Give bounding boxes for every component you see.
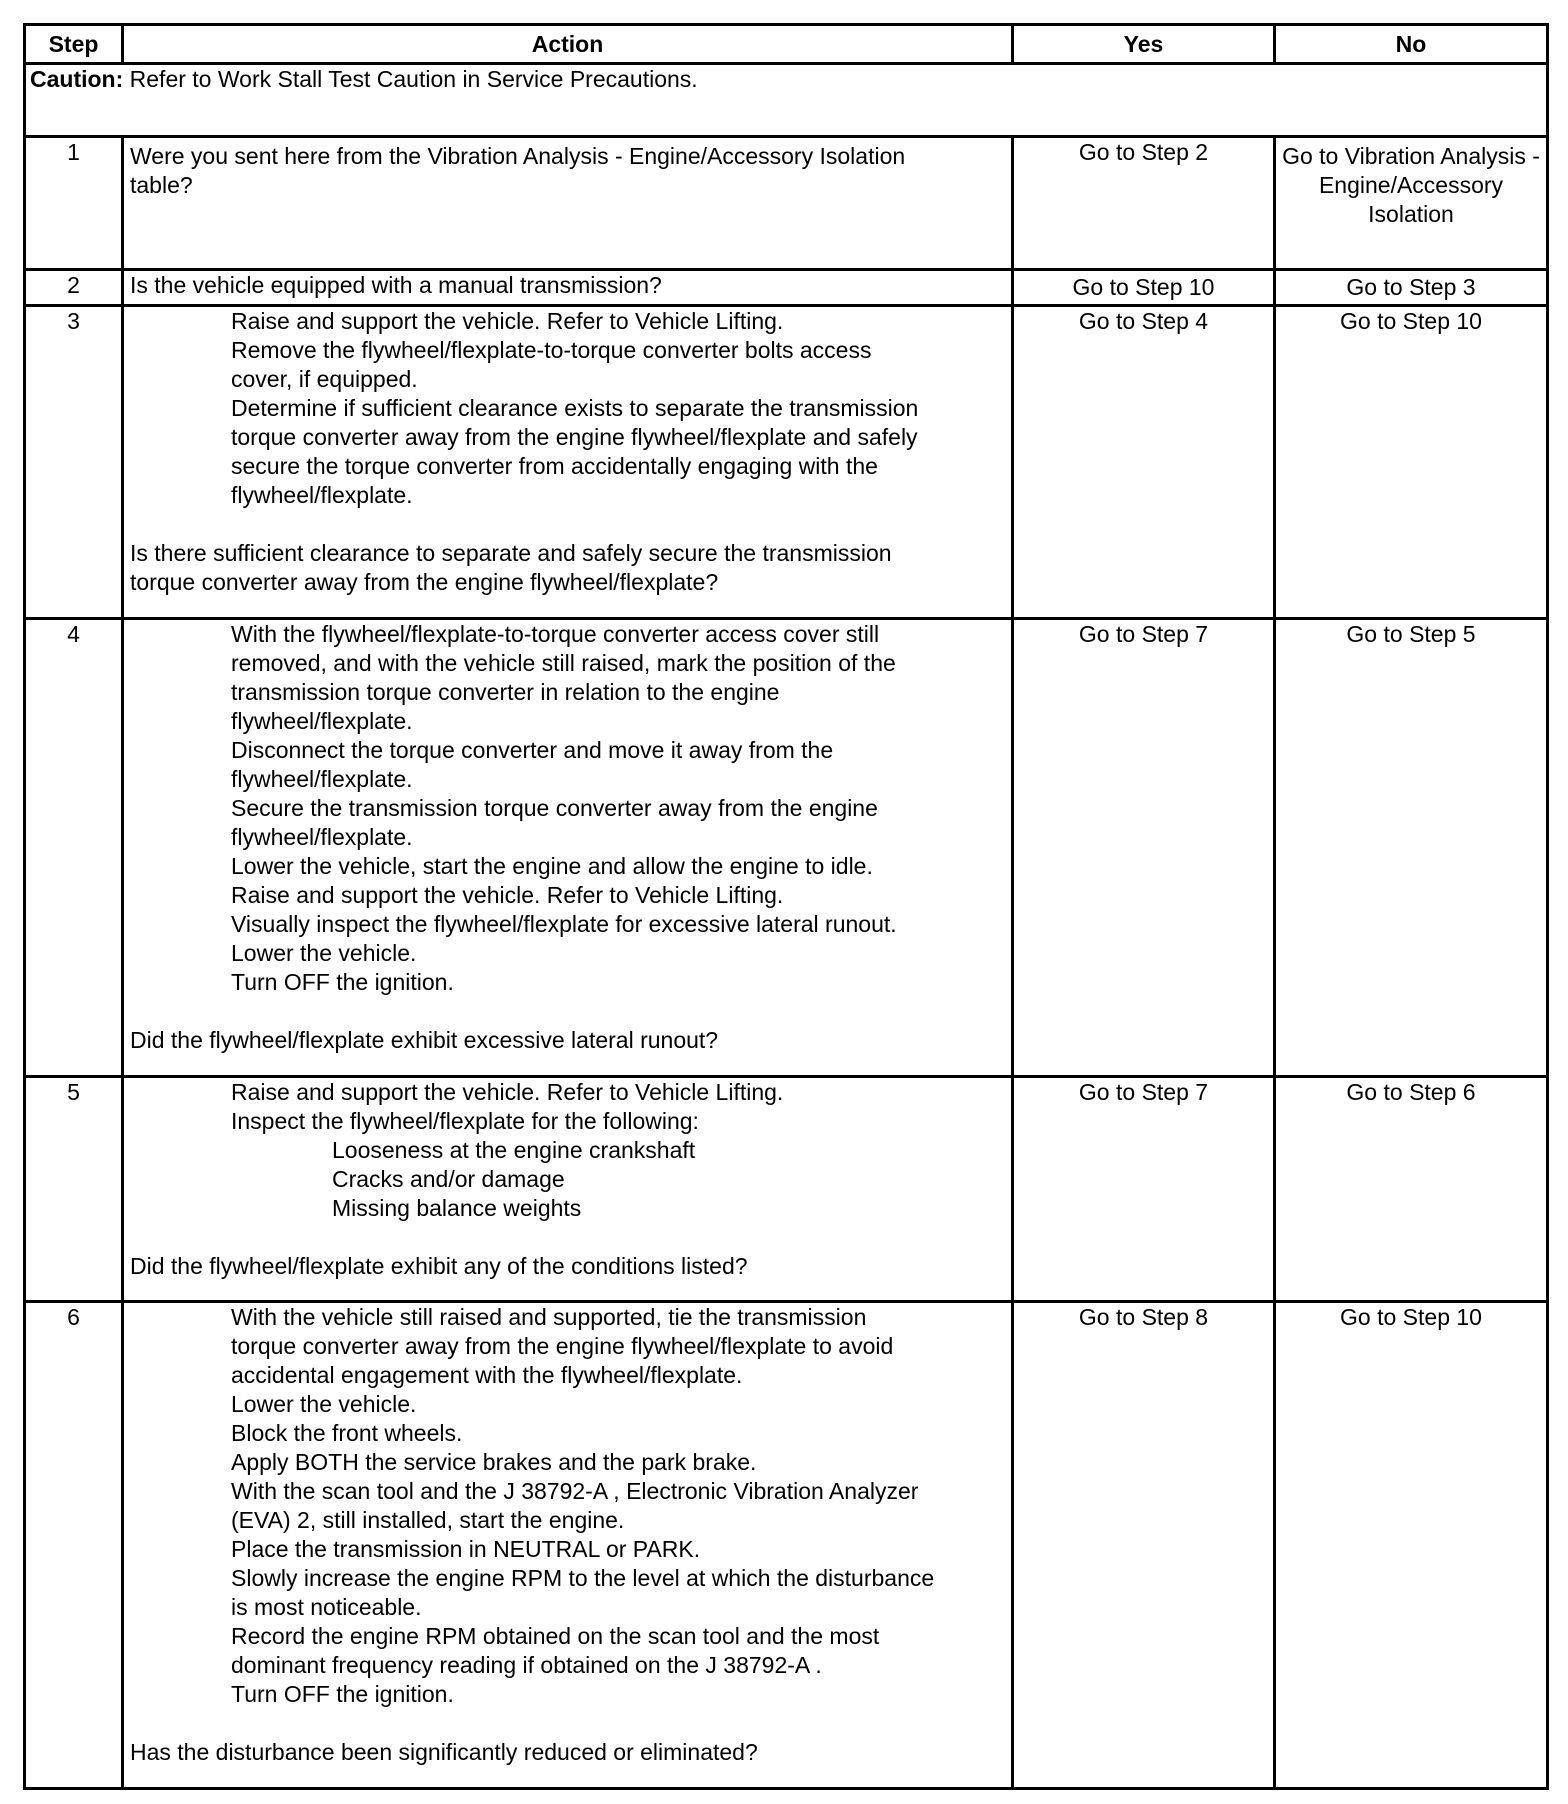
substep-line: Raise and support the vehicle. Refer to Vehicle Lifting. bbox=[231, 1079, 784, 1105]
table-row bbox=[25, 1302, 1548, 1789]
action-line: table? bbox=[130, 172, 193, 198]
question: Is the vehicle equipped with a manual transmission? bbox=[123, 270, 1013, 306]
substep-line: flywheel/flexplate. bbox=[231, 482, 413, 508]
substep-line: torque converter away from the engine flywheel/flexplate to avoid bbox=[231, 1333, 894, 1359]
question: Did the flywheel/flexplate exhibit any of the conditions listed? bbox=[130, 1253, 748, 1279]
no-result: Go to Step 6 bbox=[1275, 1077, 1548, 1302]
substep-line: dominant frequency reading if obtained on the J 38792-A . bbox=[231, 1652, 822, 1678]
substep-line: With the flywheel/flexplate-to-torque converter access cover still bbox=[231, 621, 880, 647]
step-number: 5 bbox=[25, 1077, 123, 1302]
substep-line: Visually inspect the flywheel/flexplate for excessive lateral runout. bbox=[231, 911, 897, 937]
substep-line: Lower the vehicle. bbox=[231, 940, 417, 966]
header-row bbox=[25, 25, 1548, 64]
yes-result: Go to Step 7 bbox=[1013, 1077, 1275, 1302]
header-action: Action bbox=[123, 25, 1013, 64]
action-cell bbox=[123, 619, 1013, 1077]
header-step: Step bbox=[25, 25, 123, 64]
step-number: 1 bbox=[25, 137, 123, 270]
table-row bbox=[25, 619, 1548, 1077]
substep-line: Turn OFF the ignition. bbox=[231, 969, 454, 995]
substep-line: Remove the flywheel/flexplate-to-torque converter bolts access bbox=[231, 337, 872, 363]
substep-line: flywheel/flexplate. bbox=[231, 766, 413, 792]
table-row bbox=[25, 137, 1548, 270]
no-result: Go to Vibration Analysis - Engine/Accessory Isolation bbox=[1275, 137, 1548, 270]
substep-line: Lower the vehicle, start the engine and allow the engine to idle. bbox=[231, 853, 873, 879]
caution-cell bbox=[25, 64, 1548, 137]
substep-line: transmission torque converter in relation to the engine bbox=[231, 679, 780, 705]
table-row bbox=[25, 306, 1548, 619]
substep-line: Lower the vehicle. bbox=[231, 1391, 417, 1417]
step-number: 6 bbox=[25, 1302, 123, 1789]
yes-result: Go to Step 7 bbox=[1013, 619, 1275, 1077]
substep-line: cover, if equipped. bbox=[231, 366, 418, 392]
no-result: Go to Step 10 bbox=[1275, 1302, 1548, 1789]
substep-line: Disconnect the torque converter and move it away from the bbox=[231, 737, 834, 763]
action-cell bbox=[123, 1077, 1013, 1302]
substep-line: (EVA) 2, still installed, start the engine. bbox=[231, 1507, 625, 1533]
action-cell bbox=[123, 137, 1013, 270]
condition-item: Cracks and/or damage bbox=[332, 1166, 565, 1192]
no-result: Go to Step 10 bbox=[1275, 306, 1548, 619]
diagnostic-table bbox=[23, 23, 1549, 1790]
condition-item: Looseness at the engine crankshaft bbox=[332, 1137, 696, 1163]
yes-result: Go to Step 10 bbox=[1013, 270, 1275, 306]
substep-line: Raise and support the vehicle. Refer to Vehicle Lifting. bbox=[231, 308, 784, 334]
question: torque converter away from the engine flywheel/flexplate? bbox=[130, 569, 719, 595]
substep-line: Turn OFF the ignition. bbox=[231, 1681, 454, 1707]
no-result: Go to Step 3 bbox=[1275, 270, 1548, 306]
table-row bbox=[25, 270, 1548, 306]
substep-line: Determine if sufficient clearance exists to separate the transmission bbox=[231, 395, 919, 421]
substep-line: Block the front wheels. bbox=[231, 1420, 463, 1446]
caution-text: Refer to Work Stall Test Caution in Service Precautions. bbox=[123, 66, 698, 92]
condition-item: Missing balance weights bbox=[332, 1195, 582, 1221]
action-cell bbox=[123, 306, 1013, 619]
substep-line: Raise and support the vehicle. Refer to Vehicle Lifting. bbox=[231, 882, 784, 908]
caution-label: Caution: bbox=[30, 66, 124, 92]
table-row bbox=[25, 1077, 1548, 1302]
step-number: 4 bbox=[25, 619, 123, 1077]
action-line: Were you sent here from the Vibration Analysis - Engine/Accessory Isolation bbox=[130, 143, 906, 169]
substep-line: Inspect the flywheel/flexplate for the following: bbox=[231, 1108, 699, 1134]
substep-line: Secure the transmission torque converter away from the engine bbox=[231, 795, 878, 821]
substep-line: torque converter away from the engine flywheel/flexplate and safely bbox=[231, 424, 918, 450]
substep-line: Record the engine RPM obtained on the scan tool and the most bbox=[231, 1623, 880, 1649]
action-cell bbox=[123, 1302, 1013, 1789]
yes-result: Go to Step 8 bbox=[1013, 1302, 1275, 1789]
substep-line: flywheel/flexplate. bbox=[231, 824, 413, 850]
yes-result: Go to Step 2 bbox=[1013, 137, 1275, 270]
question: Has the disturbance been significantly reduced or eliminated? bbox=[130, 1739, 758, 1765]
substep-line: Slowly increase the engine RPM to the level at which the disturbance bbox=[231, 1565, 935, 1591]
header-no: No bbox=[1275, 25, 1548, 64]
substep-line: secure the torque converter from accidentally engaging with the bbox=[231, 453, 878, 479]
substep-line: removed, and with the vehicle still raised, mark the position of the bbox=[231, 650, 896, 676]
caution-row bbox=[25, 64, 1548, 137]
substep-line: Apply BOTH the service brakes and the park brake. bbox=[231, 1449, 757, 1475]
step-number: 2 bbox=[25, 270, 123, 306]
substep-line: Place the transmission in NEUTRAL or PARK. bbox=[231, 1536, 701, 1562]
yes-result: Go to Step 4 bbox=[1013, 306, 1275, 619]
substep-line: flywheel/flexplate. bbox=[231, 708, 413, 734]
no-result: Go to Step 5 bbox=[1275, 619, 1548, 1077]
step-number: 3 bbox=[25, 306, 123, 619]
question: Is there sufficient clearance to separate and safely secure the transmission bbox=[130, 540, 892, 566]
header-yes: Yes bbox=[1013, 25, 1275, 64]
substep-line: is most noticeable. bbox=[231, 1594, 422, 1620]
substep-line: With the vehicle still raised and supported, tie the transmission bbox=[231, 1304, 867, 1330]
substep-line: With the scan tool and the J 38792-A , Electronic Vibration Analyzer bbox=[231, 1478, 919, 1504]
substep-line: accidental engagement with the flywheel/flexplate. bbox=[231, 1362, 743, 1388]
question: Did the flywheel/flexplate exhibit excessive lateral runout? bbox=[130, 1027, 719, 1053]
